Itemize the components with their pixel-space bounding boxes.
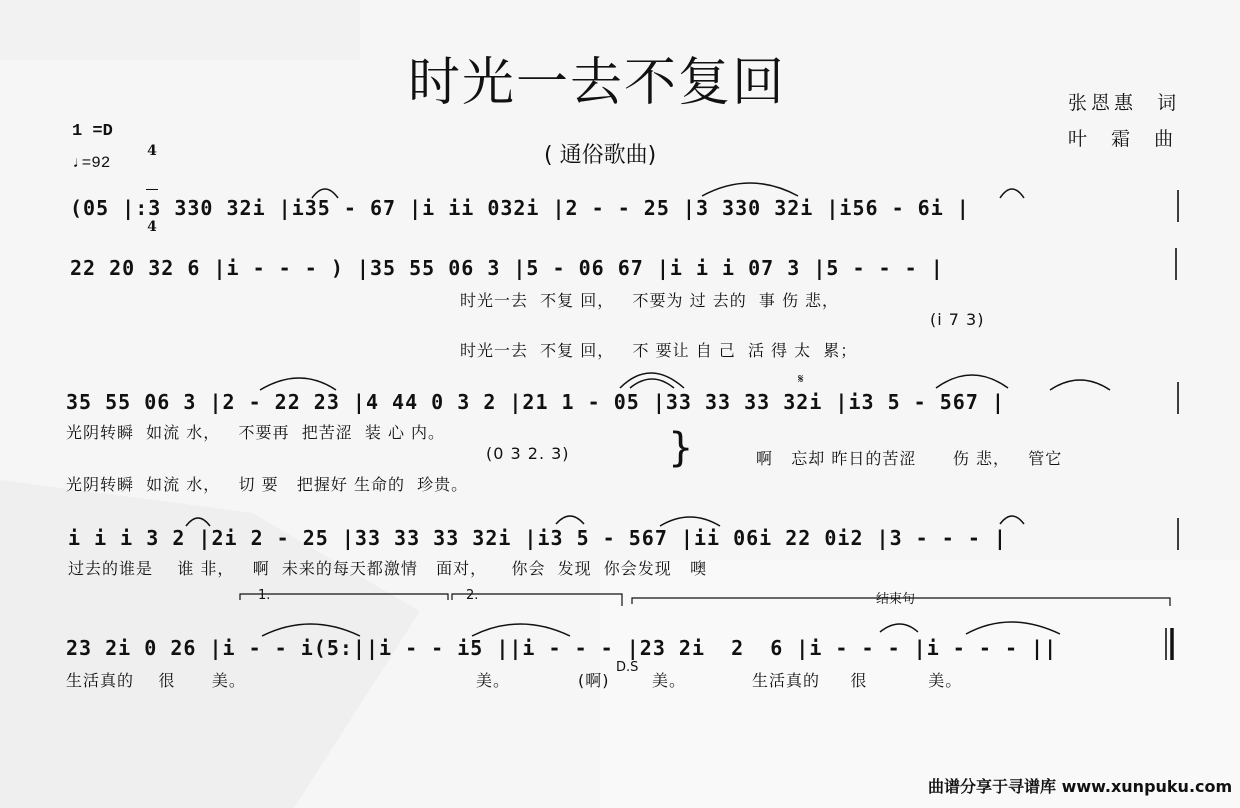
lyrics-row-3-chorus: 啊 忘却 昨日的苦涩 伤 悲， 管它 [756,449,1063,468]
segno-sign: 𝄋 [798,372,804,387]
slur-mark [312,189,338,198]
volta-1-label: 1. [258,588,271,603]
volta-2-bracket [452,594,622,606]
verse-brace: } [668,425,694,471]
lyrics-row-2-verse-2: 时光一去 不复 回， 不 要让 自 己 活 得 太 累； [460,341,858,360]
time-signature-top: 4 [147,143,157,159]
lyrics-row-2-verse-1: 时光一去 不复 回， 不要为 过 去的 事 伤 悲， [460,291,840,310]
lyrics-row-2-alt-notes: (i 7 3) [930,310,985,329]
lyrics-row-5-interjection: (啊) [578,671,610,690]
slur-mark [880,624,918,632]
slur-mark [262,624,360,636]
slur-mark [620,373,684,388]
lyrics-row-3-verse-2: 光阴转瞬 如流 水， 切 要 把握好 生命的 珍贵。 [66,475,469,494]
notation-row-3: 35 55 06 3 |2 - 22 23 |4 44 0 3 2 |21 1 - 05 |33 33 33 32i |i3 5 - 567 | [66,390,1005,414]
slur-mark [966,622,1060,634]
lyrics-row-4: 过去的谁是 谁 非， 啊 未来的每天都激情 面对， 你会 发现 你会发现 噢 [68,559,708,578]
slur-mark [702,183,798,196]
song-title: 时光一去不复回 [408,53,787,113]
slur-mark [936,375,1008,388]
notation-row-2: 22 20 32 6 |i - - - ) |35 55 06 3 |5 - 06 67 |i i i 07 3 |5 - - - | [70,256,944,280]
lyrics-row-3-alt-notes: (0 3 2. 3) [486,444,570,463]
lyrics-row-3-verse-1: 光阴转瞬 如流 水， 不要再 把苦涩 装 心 内。 [66,423,446,442]
volta-1-bracket [240,594,448,600]
notation-row-4: i i i 3 2 |2i 2 - 25 |33 33 33 32i |i3 5 - 567 |ii 06i 22 0i2 |3 - - - | [68,526,1007,550]
slur-mark [260,378,336,390]
slur-mark [630,379,674,388]
composer-credit: 叶 霜 曲 [1068,128,1178,150]
slur-mark [1000,516,1024,524]
lyricist-credit: 张恩惠 词 [1068,92,1181,114]
footer-credit: 曲谱分享于寻谱库 www.xunpuku.com [928,777,1233,796]
lyrics-row-5-return: 美。 [652,671,687,690]
lyrics-row-5-ending-1: 生活真的 很 美。 [66,671,246,690]
slur-mark [556,516,584,524]
key-signature: 1 =D [72,122,113,141]
slur-mark [1000,189,1024,198]
time-signature-bottom: 4 [147,219,157,235]
song-subtitle: ( 通俗歌曲) [544,143,657,168]
ending-bracket [632,598,1170,606]
ds-marking: D.S [616,660,639,675]
tempo-marking: ♩=92 [72,154,111,172]
notation-row-5: 23 2i 0 26 |i - - i(5:||i - - i5 ||i - - - |23 2i 2 6 |i - - - |i - - - || [66,636,1058,660]
lyrics-row-5-ending-2: 美。 [476,671,511,690]
volta-2-label: 2. [466,588,479,603]
notation-row-1: (05 |:3 330 32i |i35 - 67 |i ii 032i |2 - - 25 |3 330 32i |i56 - 6i | [70,196,970,220]
lyrics-row-5-final: 生活真的 很 美。 [752,671,963,690]
slur-mark [472,624,570,636]
slur-mark [660,517,720,526]
ending-label: 结束句 [876,592,916,607]
slur-mark [186,518,210,526]
slur-mark [1050,380,1110,390]
